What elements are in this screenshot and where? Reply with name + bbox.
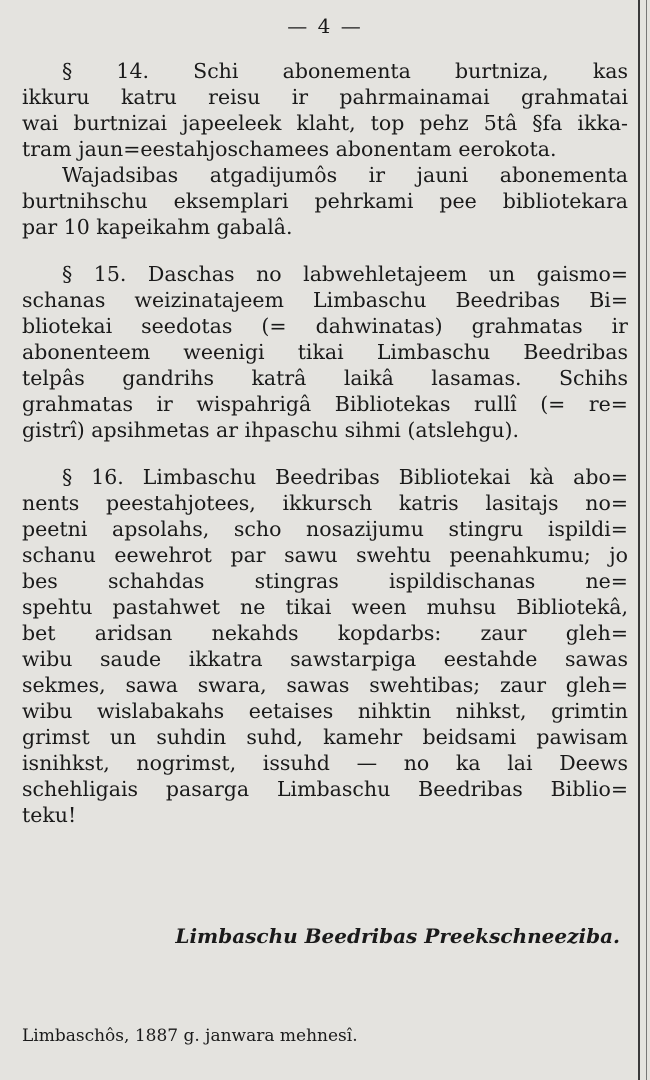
paragraph [22,162,628,240]
document-body [22,58,628,849]
text-line: wibu wislabakahs eetaises nihktin nihkst, grimtin [22,699,628,723]
text-line: bes schahdas stingras ispildischanas ne= [22,569,628,593]
text-line: spehtu pastahwet ne tikai ween muhsu Bibliotekâ, [22,595,628,619]
paragraph [22,464,628,828]
text-line: § 14. Schi abonementa burtniza, kas [62,59,628,83]
text-line: ikkuru katru reisu ir pahrmainamai grahmatai [22,85,628,109]
text-line: § 16. Limbaschu Beedribas Bibliotekai kà abo= [62,465,628,489]
text-line: schehligais pasarga Limbaschu Beedribas Biblio= [22,777,628,801]
paragraph [22,261,628,443]
text-line: bet aridsan nekahds kopdarbs: zaur gleh= [22,621,628,645]
page-edge-rule-outer [646,0,647,1080]
text-line: telpâs gandrihs katrâ laikâ lasamas. Schihs [22,366,628,390]
paragraph [22,58,628,162]
page-number: — 4 — [287,14,363,38]
text-line: sekmes, sawa swara, sawas swehtibas; zaur gleh= [22,673,628,697]
text-line: grahmatas ir wispahrigâ Bibliotekas rullî (= re= [22,392,628,416]
text-line: nents peestahjotees, ikkursch katris lasitajs no= [22,491,628,515]
text-line: schanas weizinatajeem Limbaschu Beedribas Bi= [22,288,628,312]
text-line: isnihkst, nogrimst, issuhd — no ka lai Deews [22,751,628,775]
signature-line: Limbaschu Beedribas Preekschneeziba. [175,924,620,948]
text-line: § 15. Daschas no labwehletajeem un gaismo= [62,262,628,286]
text-line: bliotekai seedotas (= dahwinatas) grahmatas ir [22,314,628,338]
text-line: burtnihschu eksemplari pehrkami pee bibliotekara [22,189,628,213]
text-line: schanu eewehrot par sawu swehtu peenahkumu; jo [22,543,628,567]
text-line: wai burtnizai japeeleek klaht, top pehz 5tâ §fa ikka- [22,111,628,135]
text-line: par 10 kapeikahm gabalâ. [22,215,293,239]
text-line: grimst un suhdin suhd, kamehr beidsami pawisam [22,725,628,749]
text-line: peetni apsolahs, scho nosazijumu stingru ispildi= [22,517,628,541]
text-line: gistrî) apsihmetas ar ihpaschu sihmi (atslehgu). [22,418,520,442]
footer-dateline: Limbaschôs, 1887 g. janwara mehnesî. [22,1026,358,1046]
page-edge-rule [638,0,640,1080]
text-line: teku! [22,803,77,827]
text-line: wibu saude ikkatra sawstarpiga eestahde sawas [22,647,628,671]
text-line: Wajadsibas atgadijumôs ir jauni abonementa [62,163,628,187]
text-line: tram jaun=eestahjoschamees abonentam eerokota. [22,137,557,161]
text-line: abonenteem weenigi tikai Limbaschu Beedribas [22,340,628,364]
